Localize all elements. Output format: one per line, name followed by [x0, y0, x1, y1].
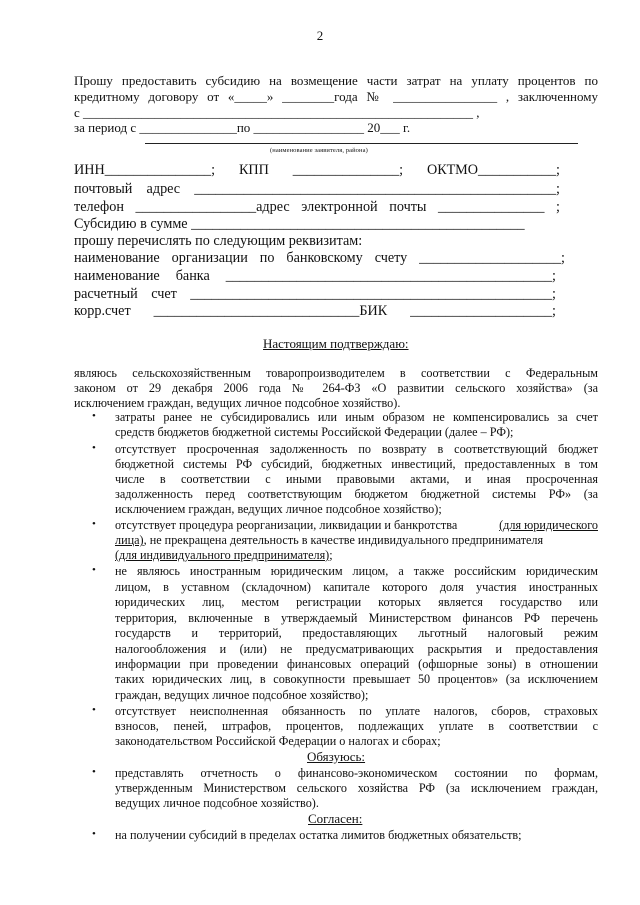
b3-text: отсутствует процедура реорганизации, ликвидации и банкротства: [115, 518, 458, 532]
b5-line-3: законодательством Российской Федерации о налогах и сборах;: [115, 734, 441, 748]
b5-line-2: взносов, пеней, штрафов, процентов, подлежащих уплате в соответствии с: [115, 719, 598, 733]
b6-line-1: представлять отчетность о финансово-экономическом состоянии по формам,: [115, 766, 598, 780]
settlement-account-line: расчетный счет ___________________________________________________;: [74, 286, 556, 302]
requisites-intro: прошу перечислять по следующим реквизитам:: [74, 233, 363, 249]
subsidy-amount-line: Субсидию в сумме _______________________________________________: [74, 216, 525, 232]
b4-line-2: лицом, в уставном (складочном) капитале которого доля участия иностранных: [115, 580, 598, 594]
corr-account-bik-line: корр.счет _____________________________БИК ____________________;: [74, 303, 556, 319]
b5-line-1: отсутствует неисполненная обязанность по уплате налогов, сборов, страховых: [115, 704, 598, 718]
postal-address-line: почтовый адрес ___________________________________________________;: [74, 181, 560, 197]
b2-line-4: задолженность перед соответствующим бюджетом бюджетной системы РФ» (за: [115, 487, 598, 501]
b2-line-5: исключением граждан, ведущих личное подсобное хозяйство);: [115, 502, 442, 516]
b3-line-3: [115, 548, 333, 563]
b3-legal-entity-note: (для юридического: [499, 518, 598, 532]
bullet-icon: •: [92, 410, 96, 422]
intro-line-3: исключением граждан, ведущих личное подсобное хозяйство).: [74, 396, 401, 410]
b1-line-2: средств бюджетов бюджетной системы Российской Федерации (далее – РФ);: [115, 425, 514, 439]
agree-heading: Согласен:: [308, 811, 363, 826]
bullet-icon: •: [92, 564, 96, 576]
inn-kpp-oktmo-line: ИНН_______________; КПП _______________; ОКТМО___________;: [74, 162, 560, 178]
intro-line-2: законом от 29 декабря 2006 года № 264-ФЗ «О развитии сельского хозяйства» (за: [74, 381, 598, 395]
bullet-icon: •: [92, 704, 96, 716]
b4-line-9: граждан, ведущих личное подсобное хозяйство);: [115, 688, 369, 702]
organization-name-line: наименование организации по банковскому счету ____________________;: [74, 250, 565, 266]
b3-line-1: [115, 518, 598, 533]
applicant-rule: [145, 143, 578, 144]
b3-legal-entity-note-end: лица): [115, 533, 144, 547]
b6-line-3: ведущих личное подсобное хозяйство).: [115, 796, 319, 810]
b2-line-3: числе в соответствии с иными правовыми актами, и иная просроченная: [115, 472, 598, 486]
b3-text-2: , не прекращена деятельность в качестве индивидуального предпринимателя: [143, 533, 544, 547]
request-line-1: Прошу предоставить субсидию на возмещение части затрат на уплату процентов по: [74, 73, 598, 88]
b4-line-7: информации при проведении финансовых операций (офшорные зоны) в отношении: [115, 657, 598, 671]
obligate-heading: Обязуюсь:: [307, 749, 366, 764]
b4-line-5: государств и территорий, предоставляющих льготный налоговый режим: [115, 626, 598, 640]
confirm-heading: Настоящим подтверждаю:: [263, 336, 409, 351]
b4-line-1: не являюсь иностранным юридическим лицом, а также российским юридическим: [115, 564, 598, 578]
b2-line-2: бюджетной системы РФ субсидий, бюджетных инвестиций, предоставленных в том: [115, 457, 598, 471]
request-line-4: за период с _______________по _________________ 20___ г.: [74, 120, 411, 135]
b4-line-8: таких юридических лиц, в совокупности превышает 50 процентов» (за исключением: [115, 672, 598, 686]
b6-line-2: утвержденным Министерством сельского хозяйства РФ (за исключением граждан,: [115, 781, 598, 795]
b4-line-6: налогообложения и (или) не предусматривающих раскрытия и предоставления: [115, 642, 598, 656]
b1-line-1: затраты ранее не субсидировались или иным образом не компенсировались за счет: [115, 410, 598, 424]
b3-entrepreneur-note: (для индивидуального предпринимателя): [115, 548, 330, 562]
b3-text-3: ;: [329, 548, 333, 562]
request-line-3: с ____________________________________________________________ ,: [74, 105, 480, 120]
bullet-icon: •: [92, 518, 96, 530]
b2-line-1: отсутствует просроченная задолженность по возврату в соответствующий бюджет: [115, 442, 598, 456]
b7-line-1: на получении субсидий в пределах остатка лимитов бюджетных обязательств;: [115, 828, 522, 842]
b4-line-3: юридических лиц, местом регистрации которых является государство или: [115, 595, 598, 609]
request-line-2: кредитному договору от «_____» ________года № ________________ , заключенному: [74, 89, 598, 104]
phone-email-line: телефон _________________адрес электронной почты _______________ ;: [74, 199, 560, 215]
bank-name-line: наименование банка ______________________________________________;: [74, 268, 556, 284]
page-number: 2: [316, 28, 324, 43]
intro-line-1: являюсь сельскохозяйственным товаропроизводителем в соответствии с Федеральным: [74, 366, 598, 380]
bullet-icon: •: [92, 828, 96, 840]
bullet-icon: •: [92, 766, 96, 778]
b4-line-4: территория, включенные в утверждаемый Министерством финансов РФ перечень: [115, 611, 598, 625]
b3-line-2: [115, 533, 543, 548]
bullet-icon: •: [92, 442, 96, 454]
applicant-caption: (наименование заявителя, района): [270, 147, 368, 154]
